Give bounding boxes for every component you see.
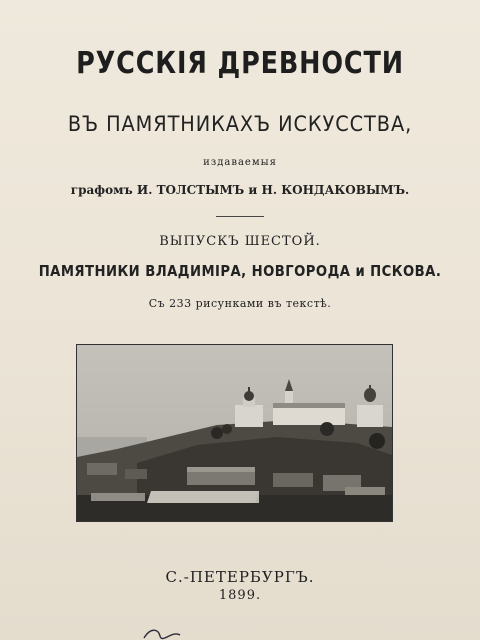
divider-rule [216,216,264,217]
volume-title: ПАМЯТНИКИ ВЛАДИМІРА, НОВГОРОДА и ПСКОВА. [38,262,442,280]
publisher-label: издаваемыя [203,157,277,168]
book-subtitle: ВЪ ПАМЯТНИКАХЪ ИСКУССТВА, [67,112,413,136]
publication-city: С.-ПЕТЕРБУРГЪ. [165,568,315,586]
publication-year: 1899. [218,588,262,603]
authors-line: графомъ И. ТОЛСТЫМЪ и Н. КОНДАКОВЫМЪ. [70,183,410,197]
illustrations-note: Съ 233 рисунками въ текстѣ. [148,297,332,310]
ink-mark-graphic [140,626,200,640]
vladimir-landscape-photo [76,344,393,522]
book-title: РУССКІЯ ДРЕВНОСТИ [76,46,404,81]
issue-number: ВЫПУСКЪ ШЕСТОЙ. [159,234,321,249]
